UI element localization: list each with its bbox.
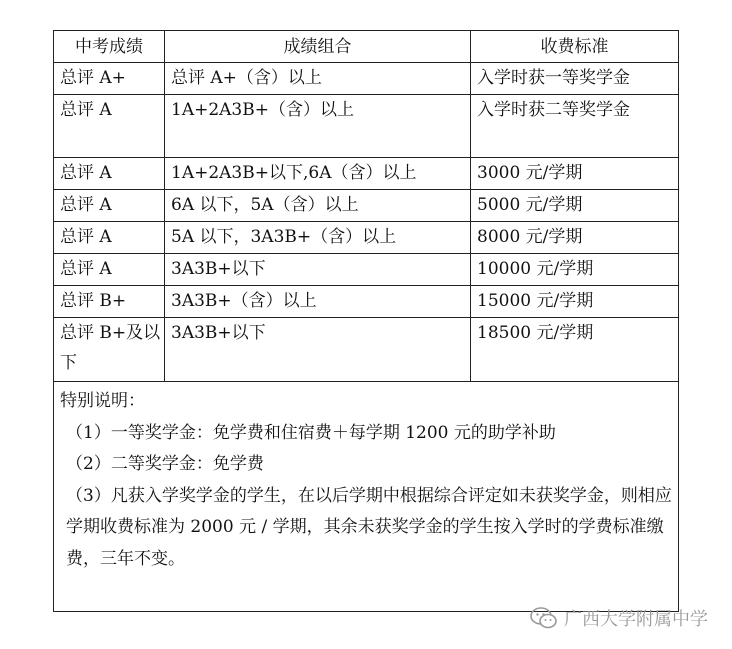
table-row (54, 254, 679, 286)
fee-cell: 15000 元/学期 (471, 286, 679, 318)
table-row (54, 318, 679, 382)
watermark (530, 605, 708, 631)
grade-cell: 总评 A (54, 95, 165, 158)
grade-cell: 总评 A (54, 254, 165, 286)
fee-cell: 18500 元/学期 (471, 318, 679, 382)
wechat-icon (530, 607, 558, 629)
header-grade-combination: 成绩组合 (165, 31, 471, 63)
grade-cell: 总评 A (54, 190, 165, 222)
fee-standard-table (53, 30, 679, 612)
grade-cell: 总评 A (54, 158, 165, 190)
combo-cell: 总评 A+（含）以上 (165, 63, 471, 95)
combo-cell: 1A+2A3B+以下,6A（含）以上 (165, 158, 471, 190)
notes-title: 特别说明： (60, 391, 145, 411)
table-row (54, 286, 679, 318)
combo-cell: 6A 以下，5A（含）以上 (165, 190, 471, 222)
combo-cell: 1A+2A3B+（含）以上 (165, 95, 471, 158)
fee-cell: 10000 元/学期 (471, 254, 679, 286)
table-row (54, 158, 679, 190)
note-item: （1）一等奖学金：免学费和住宿费＋每学期 1200 元的助学补助 (66, 422, 556, 443)
fee-cell: 8000 元/学期 (471, 222, 679, 254)
fee-cell: 入学时获二等奖学金 (471, 95, 679, 158)
combo-cell: 3A3B+以下 (165, 254, 471, 286)
combo-cell: 3A3B+以下 (165, 318, 471, 382)
header-fee-standard: 收费标准 (471, 31, 679, 63)
combo-cell: 5A 以下，3A3B+（含）以上 (165, 222, 471, 254)
grade-cell: 总评 B+及以下 (54, 318, 165, 382)
watermark-text: 广西大学附属中学 (564, 609, 708, 630)
fee-cell: 入学时获一等奖学金 (471, 63, 679, 95)
grade-cell: 总评 A (54, 222, 165, 254)
table-row (54, 63, 679, 95)
header-exam-grade: 中考成绩 (54, 31, 165, 63)
combo-cell: 3A3B+（含）以上 (165, 286, 471, 318)
table-row (54, 222, 679, 254)
fee-cell: 3000 元/学期 (471, 158, 679, 190)
notes-cell (54, 382, 679, 612)
table-header-row (54, 31, 679, 63)
grade-cell: 总评 A+ (54, 63, 165, 95)
note-item: （2）二等奖学金：免学费 (66, 454, 264, 474)
table-row (54, 190, 679, 222)
note-item: （3）凡获入学奖学金的学生，在以后学期中根据综合评定如未获奖学金，则相应学期收费标准为 2000 元 / 学期，其余未获奖学金的学生按入学时的学费标准缴费，三年不变。 (66, 485, 672, 569)
fee-cell: 5000 元/学期 (471, 190, 679, 222)
notes-row (54, 382, 679, 612)
grade-cell: 总评 B+ (54, 286, 165, 318)
table-row (54, 95, 679, 158)
